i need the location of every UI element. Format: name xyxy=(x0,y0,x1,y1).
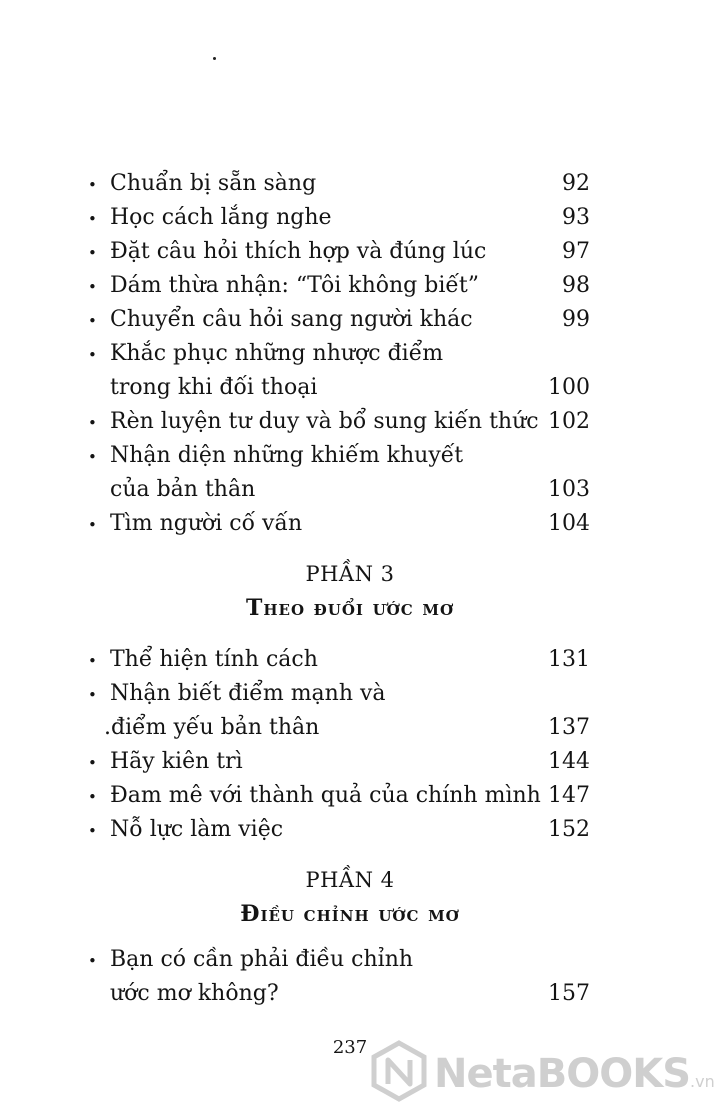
bullet-icon: • xyxy=(88,822,97,840)
toc-entry xyxy=(88,745,590,779)
watermark xyxy=(368,1040,715,1106)
toc-entry xyxy=(88,943,590,1011)
bullet-icon: • xyxy=(88,210,97,228)
entry-title: Dám thừa nhận: “Tôi không biết” xyxy=(110,273,480,298)
entry-page: 147 xyxy=(548,783,590,808)
bullet-icon: • xyxy=(88,176,97,194)
toc-entry xyxy=(88,779,590,813)
toc-entry xyxy=(88,201,590,235)
bullet-icon: • xyxy=(88,516,97,534)
entry-page: 99 xyxy=(562,307,590,332)
n-hexagon-logo-icon xyxy=(368,1040,430,1102)
entry-page: 144 xyxy=(548,749,590,774)
entry-page: 97 xyxy=(562,239,590,264)
entry-title: Học cách lắng nghe xyxy=(110,205,332,230)
entry-title: Đam mê với thành quả của chính mình xyxy=(110,783,541,808)
entry-title: Chuyển câu hỏi sang người khác xyxy=(110,307,473,332)
toc-entry xyxy=(88,269,590,303)
watermark-brand: NetaBOOKS.vn xyxy=(434,1051,715,1097)
watermark-suffix: .vn xyxy=(690,1072,715,1091)
page-number: 237 xyxy=(332,1037,368,1058)
entry-title: Rèn luyện tư duy và bổ sung kiến thức xyxy=(110,409,539,434)
bullet-icon: • xyxy=(88,686,97,704)
toc-entry xyxy=(88,303,590,337)
entry-title: Thể hiện tính cách xyxy=(110,647,318,672)
entry-title: Nhận diện những khiếm khuyết xyxy=(110,443,464,468)
toc-entry xyxy=(88,643,590,677)
toc-entry xyxy=(88,439,590,507)
bullet-icon: • xyxy=(88,312,97,330)
bullet-icon: • xyxy=(88,244,97,262)
part-4-title: Điều chỉnh ước mơ xyxy=(240,901,460,927)
entry-page: 157 xyxy=(548,981,590,1006)
bullet-icon: • xyxy=(88,754,97,772)
entry-page: 100 xyxy=(548,375,590,400)
bullet-icon: • xyxy=(88,278,97,296)
entry-title-continued: của bản thân xyxy=(110,477,256,502)
bullet-icon: • xyxy=(88,952,97,970)
part-4-label: PHẦN 4 xyxy=(305,868,395,892)
toc-entry xyxy=(88,507,590,541)
entry-title: Nhận biết điểm mạnh và xyxy=(110,681,386,706)
print-speck xyxy=(213,57,216,60)
bullet-icon: • xyxy=(88,414,97,432)
entry-title-continued: trong khi đối thoại xyxy=(110,375,318,400)
bullet-icon: • xyxy=(88,448,97,466)
entry-page: 103 xyxy=(548,477,590,502)
bullet-icon: • xyxy=(88,788,97,806)
entry-title: Đặt câu hỏi thích hợp và đúng lúc xyxy=(110,239,487,264)
entry-title: Nỗ lực làm việc xyxy=(110,817,284,842)
entry-title: Hãy kiên trì xyxy=(110,749,243,774)
entry-page: 152 xyxy=(548,817,590,842)
bullet-icon: • xyxy=(88,346,97,364)
entry-page: 131 xyxy=(548,647,590,672)
entry-page: 137 xyxy=(548,715,590,740)
toc-entry xyxy=(88,677,590,745)
toc-entry xyxy=(88,405,590,439)
toc-entry xyxy=(88,167,590,201)
toc-entry xyxy=(88,235,590,269)
entry-page: 104 xyxy=(548,511,590,536)
toc-entry xyxy=(88,337,590,405)
entry-page: 98 xyxy=(562,273,590,298)
bullet-icon: • xyxy=(88,652,97,670)
part-3-title: Theo đuổi ước mơ xyxy=(245,595,455,621)
part-3-label: PHẦN 3 xyxy=(305,562,395,586)
entry-title: Khắc phục những nhược điểm xyxy=(110,341,444,366)
entry-title: Tìm người cố vấn xyxy=(110,511,303,536)
toc-entry xyxy=(88,813,590,847)
entry-page: 92 xyxy=(562,171,590,196)
entry-page: 102 xyxy=(548,409,590,434)
entry-title-continued: ước mơ không? xyxy=(110,981,279,1006)
entry-title: Chuẩn bị sẵn sàng xyxy=(110,171,317,196)
entry-page: 93 xyxy=(562,205,590,230)
entry-title-continued: .điểm yếu bản thân xyxy=(104,715,320,740)
entry-title: Bạn có cần phải điều chỉnh xyxy=(110,947,414,972)
